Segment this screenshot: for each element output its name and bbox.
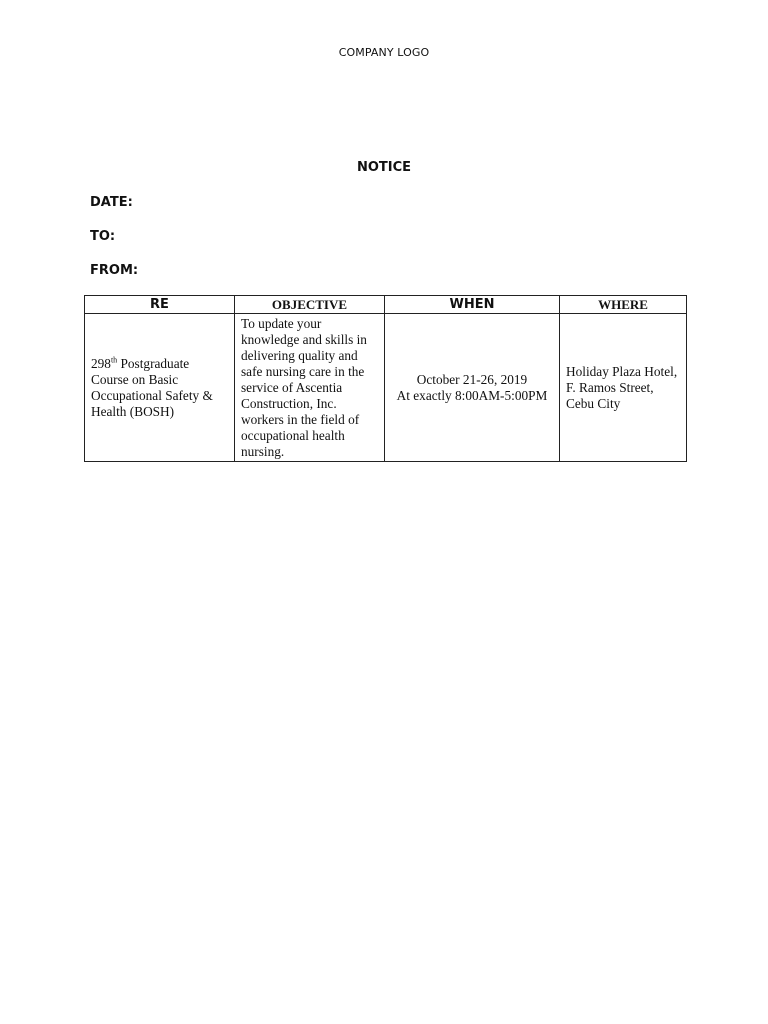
company-logo-text: COMPANY LOGO: [338, 46, 430, 59]
table-row: [85, 314, 687, 462]
re-ordinal-suffix: th: [110, 355, 118, 365]
notice-table: [84, 295, 687, 462]
cell-objective: To update your knowledge and skills in delivering quality and safe nursing care in the service of Ascentia Construction, Inc. workers in the field of occupational health nursing.: [235, 314, 385, 462]
cell-when: [385, 314, 560, 462]
to-label: TO:: [90, 229, 116, 244]
notice-title: NOTICE: [356, 160, 412, 175]
date-label: DATE:: [90, 195, 133, 210]
cell-re: [85, 314, 235, 462]
header-where: WHERE: [560, 296, 687, 314]
re-course-text: Postgraduate Course on Basic Occupational Safety & Health (BOSH): [91, 355, 213, 419]
table-header-row: [85, 296, 687, 314]
header-objective: OBJECTIVE: [235, 296, 385, 314]
when-dates: October 21-26, 2019: [416, 371, 528, 387]
re-number: 298: [91, 355, 111, 371]
header-re: RE: [85, 296, 235, 314]
cell-where: Holiday Plaza Hotel, F. Ramos Street, Cebu City: [560, 314, 687, 462]
header-when: WHEN: [385, 296, 560, 314]
from-label: FROM:: [90, 263, 139, 278]
when-time: At exactly 8:00AM-5:00PM: [396, 387, 548, 403]
